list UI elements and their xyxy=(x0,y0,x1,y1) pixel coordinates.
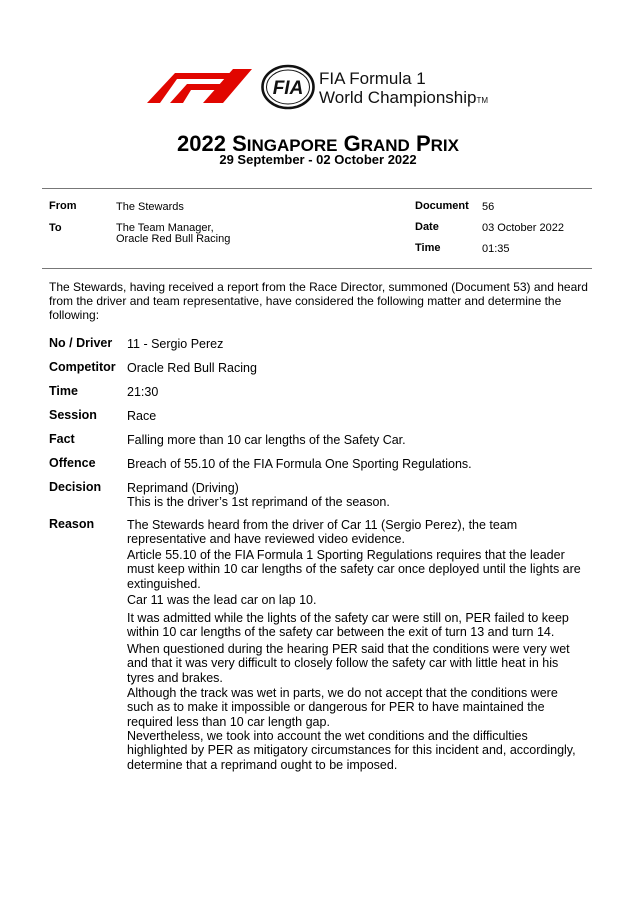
competitor-value: Oracle Red Bull Racing xyxy=(127,361,257,375)
session-value: Race xyxy=(127,409,157,423)
org-line-1: FIA Formula 1 xyxy=(319,69,426,88)
driver-label: No / Driver xyxy=(49,336,113,350)
title-word-3-rest: RIX xyxy=(430,136,459,155)
to-value-line-1: The Team Manager, xyxy=(116,222,214,234)
reason-label: Reason xyxy=(49,517,95,531)
reason-paragraph: Car 11 was the lead car on lap 10. xyxy=(127,593,317,607)
time-label: Time xyxy=(415,242,441,254)
f1-logo-icon xyxy=(133,67,253,103)
title-word-2-rest: RAND xyxy=(360,136,410,155)
reason-paragraph: Article 55.10 of the FIA Formula 1 Sporting Regulations requires that the leader must keep within 10 car lengths of the safety car once deployed until the lights are extinguished. xyxy=(127,548,581,591)
from-value: The Stewards xyxy=(116,201,184,213)
decision-label: Decision xyxy=(49,480,102,494)
decision-value-line-2: This is the driver’s 1st reprimand of the season. xyxy=(127,495,390,509)
document-label: Document xyxy=(415,200,469,212)
incident-time-value: 21:30 xyxy=(127,385,159,399)
date-label: Date xyxy=(415,221,439,233)
competitor-label: Competitor xyxy=(49,360,116,374)
decision-value-line-1: Reprimand (Driving) xyxy=(127,481,239,495)
to-label: To xyxy=(49,222,62,234)
fia-logo-icon xyxy=(261,64,315,110)
reason-paragraph: The Stewards heard from the driver of Car 11 (Sergio Perez), the team representative and have reviewed video evidence. xyxy=(127,518,518,547)
time-value: 01:35 xyxy=(482,243,510,255)
incident-time-label: Time xyxy=(49,384,78,398)
title-word-1-rest: INGAPORE xyxy=(246,136,338,155)
fact-label: Fact xyxy=(49,432,75,446)
divider-top xyxy=(42,188,592,189)
offence-label: Offence xyxy=(49,456,96,470)
header-logo xyxy=(133,64,523,112)
session-label: Session xyxy=(49,408,97,422)
event-dates: 29 September - 02 October 2022 xyxy=(219,152,417,167)
document-value: 56 xyxy=(482,201,495,213)
to-value-line-2: Oracle Red Bull Racing xyxy=(116,233,231,245)
date-value: 03 October 2022 xyxy=(482,222,564,234)
reason-paragraph: Nevertheless, we took into account the wet conditions and the difficulties highlighted by PER as mitigatory circumstances for this incident and, accordingly, determine that a reprimand ought to be imposed. xyxy=(127,729,576,772)
offence-value: Breach of 55.10 of the FIA Formula One Sporting Regulations. xyxy=(127,457,472,471)
title-word-3-initial: P xyxy=(415,131,431,156)
fia-logo-text: FIA xyxy=(272,78,304,99)
title-word-1-initial: S xyxy=(232,131,247,156)
fact-value: Falling more than 10 car lengths of the Safety Car. xyxy=(127,433,406,447)
trademark: TM xyxy=(476,96,489,105)
championship-text xyxy=(319,69,488,110)
driver-value: 11 - Sergio Perez xyxy=(127,337,224,351)
reason-paragraph: Although the track was wet in parts, we do not accept that the conditions were such as to make it impossible or dangerous for PER to have maintained the required less than 10 car length gap. xyxy=(127,686,558,729)
title-word-2-initial: G xyxy=(343,131,361,156)
org-line-2: World Championship xyxy=(319,88,477,107)
title-year: 2022 xyxy=(177,131,226,156)
divider-bottom xyxy=(42,268,592,269)
reason-paragraph: It was admitted while the lights of the safety car were still on, PER failed to keep within 10 car lengths of the safety car between the exit of turn 13 and turn 14. xyxy=(127,611,569,640)
reason-paragraph: When questioned during the hearing PER said that the conditions were very wet and that it was very difficult to closely follow the safety car with little heat in his tyres and brakes. xyxy=(127,642,570,685)
intro-text: The Stewards, having received a report from the Race Director, summoned (Document 53) and heard from the driver and team representative, have considered the following matter and determine the following: xyxy=(49,280,588,322)
from-label: From xyxy=(49,200,77,212)
